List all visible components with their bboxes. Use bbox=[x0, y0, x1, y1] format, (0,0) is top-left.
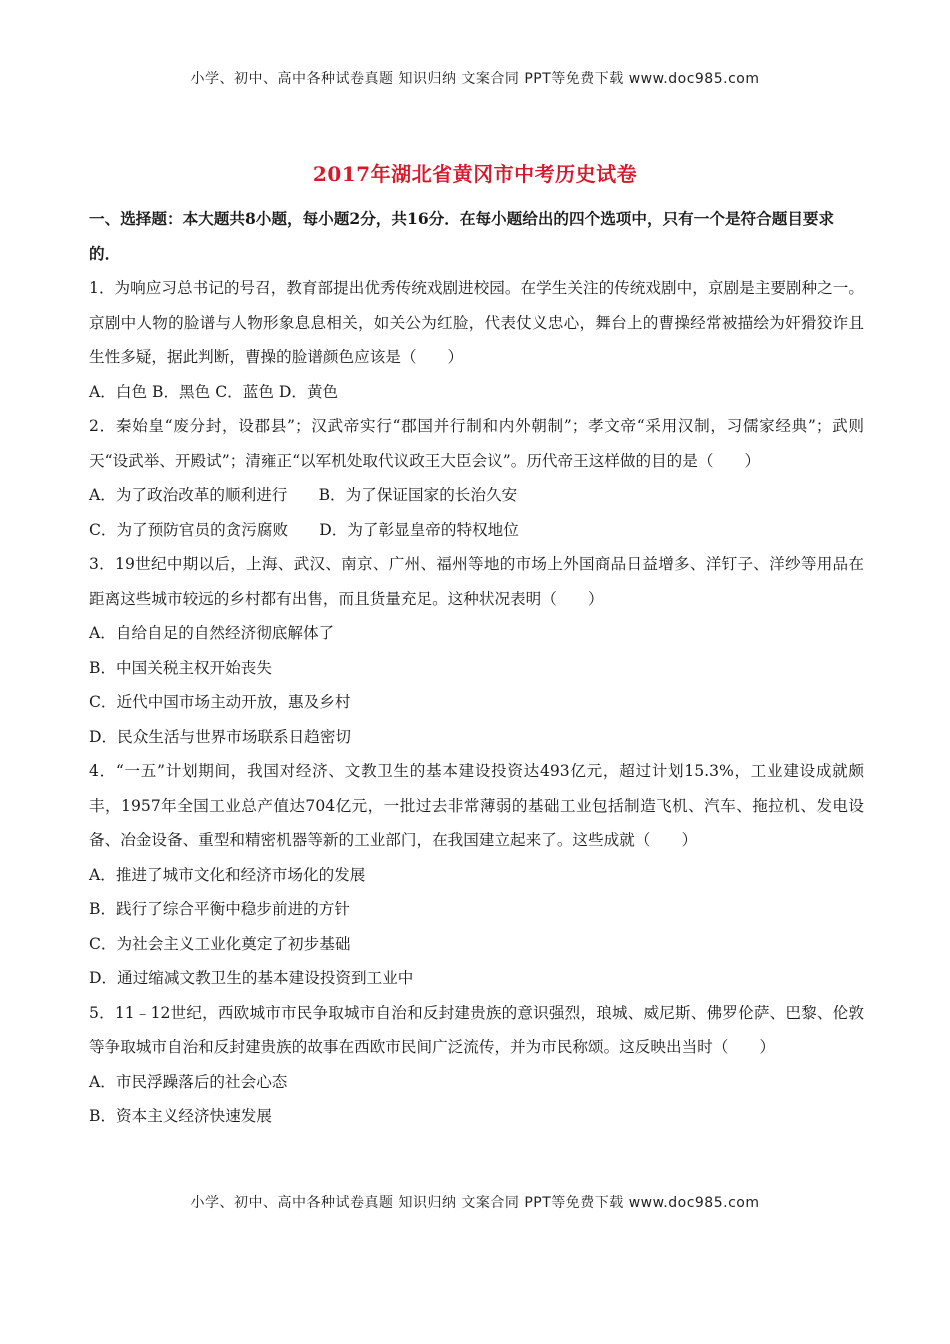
option-line: A．市民浮躁落后的社会心态 bbox=[89, 1072, 288, 1091]
option-line: C．近代中国市场主动开放，惠及乡村 bbox=[89, 693, 351, 711]
question-list bbox=[89, 271, 864, 1134]
site-banner-footer: 小学、初中、高中各种试卷真题 知识归纳 文案合同 PPT等免费下载 www.doc985.com bbox=[190, 1195, 760, 1211]
question-4 bbox=[89, 754, 864, 996]
question-stem: 4．“一五”计划期间，我国对经济、文教卫生的基本建设投资达493亿元，超过计划15.3%，工业建设成就颇丰，1957年全国工业总产值达704亿元，一批过去非常薄弱的基础工业包括制造飞机、汽车、拖拉机、发电设备、冶金设备、重型和精密机器等新的工业部门，在我国建立起来了。这些成就（ ） bbox=[89, 762, 864, 849]
option-line: B．资本主义经济快速发展 bbox=[89, 1107, 272, 1125]
option-line: A．白色 B．黑色 C．蓝色 D．黄色 bbox=[89, 382, 339, 401]
exam-title: 2017年湖北省黄冈市中考历史试卷 bbox=[312, 162, 638, 186]
question-3 bbox=[89, 547, 864, 754]
option-line: B．中国关税主权开始丧失 bbox=[89, 658, 272, 677]
option-line: A．自给自足的自然经济彻底解体了 bbox=[89, 624, 335, 642]
option-line: B．践行了综合平衡中稳步前进的方针 bbox=[89, 900, 350, 918]
question-stem: 3．19世纪中期以后，上海、武汉、南京、广州、福州等地的市场上外国商品日益增多、洋钉子、洋纱等用品在距离这些城市较远的乡村都有出售，而且货量充足。这种状况表明（ ） bbox=[89, 555, 864, 608]
option-line: A．推进了城市文化和经济市场化的发展 bbox=[89, 865, 366, 884]
option-line: C．为了预防官员的贪污腐败 D．为了彰显皇帝的特权地位 bbox=[89, 520, 519, 539]
question-stem: 5．11﹣12世纪，西欧城市市民争取城市自治和反封建贵族的意识强烈，琅城、威尼斯、佛罗伦萨、巴黎、伦敦等争取城市自治和反封建贵族的故事在西欧市民间广泛流传，并为市民称颂。这反映出当时（ ） bbox=[89, 1003, 864, 1056]
question-2 bbox=[89, 409, 864, 547]
option-line: D．通过缩减文教卫生的基本建设投资到工业中 bbox=[89, 969, 414, 987]
option-line: A．为了政治改革的顺利进行 B．为了保证国家的长治久安 bbox=[89, 486, 518, 504]
question-1 bbox=[89, 271, 864, 409]
question-5 bbox=[89, 996, 864, 1134]
option-line: C．为社会主义工业化奠定了初步基础 bbox=[89, 934, 351, 953]
question-stem: 1．为响应习总书记的号召，教育部提出优秀传统戏剧进校园。在学生关注的传统戏剧中，京剧是主要剧种之一。京剧中人物的脸谱与人物形象息息相关，如关公为红脸，代表仗义忠心，舞台上的曹操经常被描绘为奸猾狡诈且生性多疑，据此判断，曹操的脸谱颜色应该是（ ） bbox=[89, 279, 864, 366]
site-banner-header: 小学、初中、高中各种试卷真题 知识归纳 文案合同 PPT等免费下载 www.doc985.com bbox=[190, 71, 760, 87]
option-line: D．民众生活与世界市场联系日趋密切 bbox=[89, 727, 352, 746]
section-heading: 一、选择题：本大题共8小题，每小题2分，共16分．在每小题给出的四个选项中，只有一个是符合题目要求的． bbox=[89, 209, 835, 263]
question-stem: 2．秦始皇“废分封，设郡县”；汉武帝实行“郡国并行制和内外朝制”；孝文帝“采用汉制，习儒家经典”；武则天“设武举、开殿试”；清雍正“以军机处取代议政王大臣会议”。历代帝王这样做的目的是（ ） bbox=[89, 417, 864, 470]
